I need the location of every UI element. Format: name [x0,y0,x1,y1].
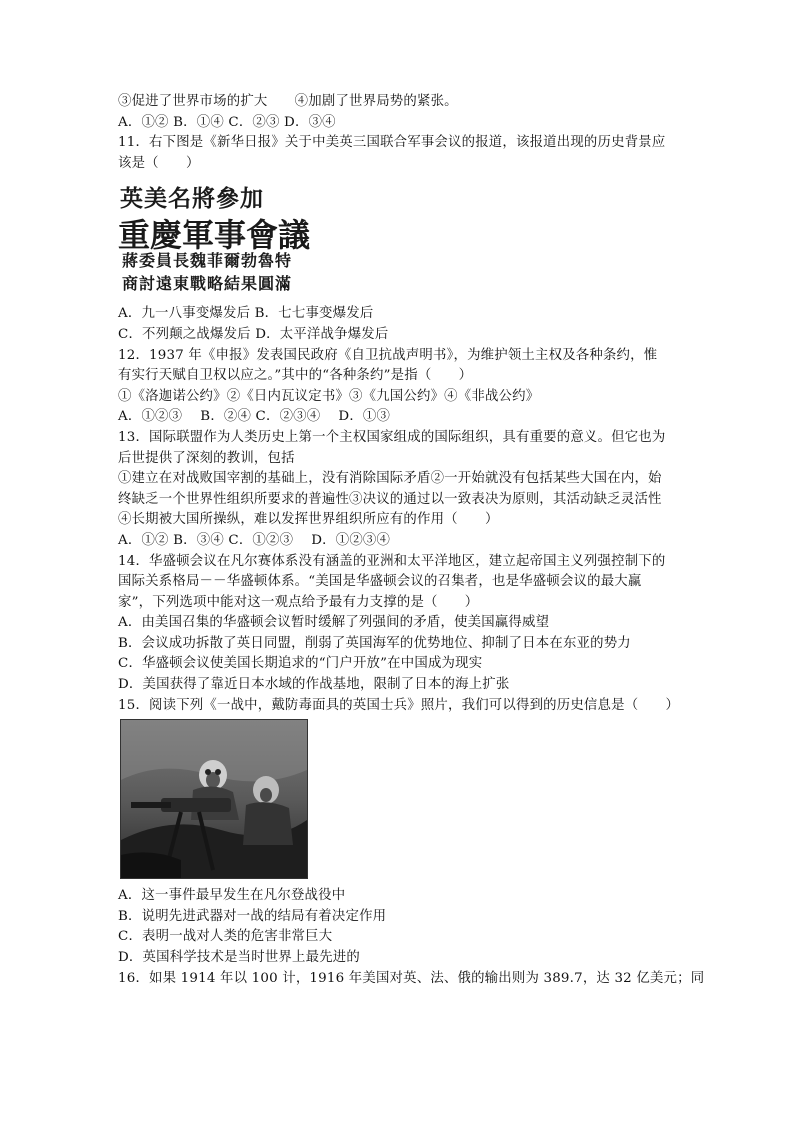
q13-line: 13．国际联盟作为人类历史上第一个主权国家组成的国际组织，具有重要的意义。但它也为 [118,429,666,445]
q12-line: 12．1937 年《申报》发表国民政府《自卫抗战声明书》，为维护领土主权及各种条约，惟 [118,347,658,363]
q11-options-line: C．不列颠之战爆发后 D．太平洋战争爆发后 [118,326,389,342]
clipping-headline-3: 蔣委員長魏菲爾勃魯特 [122,251,293,271]
q13-options: A．①② B．③④ C．①②③ D．①②③④ [118,532,391,548]
q14-line: 14．华盛顿会议在凡尔赛体系没有涵盖的亚洲和太平洋地区，建立起帝国主义列强控制下的 [118,553,666,569]
exam-page [118,92,705,989]
newspaper-clipping-image [118,178,336,298]
question-16 [118,969,705,990]
q14-line: 家”，下列选项中能对这一观点给予最有力支撑的是（ ） [118,594,479,610]
q15-option-c: C．表明一战对人类的危害非常巨大 [118,929,333,945]
question-14 [118,552,684,696]
q10-statement-line: ③促进了世界市场的扩大 ④加剧了世界局势的紧张。 [118,94,458,109]
soldiers-gas-mask-photo [120,719,308,879]
clipping-headline-1: 英美名將參加 [120,186,264,213]
q10-options: A．①② B．①④ C．②③ D．③④ [118,114,336,130]
q11-stem-line: 该是（ ） [118,155,200,171]
q15-stem: 15．阅读下列《一战中，戴防毒面具的英国士兵》照片，我们可以得到的历史信息是（ ） [118,697,680,713]
q15-option-d: D．英国科学技术是当时世界上最先进的 [118,950,360,966]
q13-line: 后世提供了深刻的教训，包括 [118,450,295,466]
question-11 [118,133,684,345]
q10-tail [118,92,684,133]
q12-line: 有实行天赋自卫权以应之。”其中的“各种条约”是指（ ） [118,368,473,384]
clipping-headline-2: 重慶軍事會議 [118,216,311,255]
q13-line: ①建立在对战败国宰割的基础上，没有消除国际矛盾②一开始就没有包括某些大国在内，始 [118,471,662,487]
q14-option-d: D．美国获得了靠近日本水域的作战基地，限制了日本的海上扩张 [118,677,510,693]
q16-line: 16．如果 1914 年以 100 计，1916 年美国对英、法、俄的输出则为 389.7，达 32 亿美元；同 [118,970,705,986]
q15-option-b: B．说明先进武器对一战的结局有着决定作用 [118,908,387,924]
q14-option-b: B．会议成功拆散了英日同盟，削弱了英国海军的优势地位、抑制了日本在东亚的势力 [118,635,631,651]
q14-line: 国际关系格局－－华盛顿体系。“美国是华盛顿会议的召集者，也是华盛顿会议的最大赢 [118,574,642,590]
q13-line: 终缺乏一个世界性组织所要求的普遍性③决议的通过以一致表决为原则，其活动缺乏灵活性 [118,491,662,507]
q15-option-a: A．这一事件最早发生在凡尔登战役中 [118,888,346,904]
q11-stem-line: 11．右下图是《新华日报》关于中美英三国联合军事会议的报道，该报道出现的历史背景应 [118,135,666,151]
clipping-headline-4: 商討遠東戰略結果圓滿 [122,274,293,294]
question-15 [118,696,684,969]
q13-line: ④长期被大国所操纵，难以发挥世界组织所应有的作用（ ） [118,512,499,528]
q12-line: ①《洛迦诺公约》②《日内瓦议定书》③《九国公约》④《非战公约》 [118,388,540,404]
question-12 [118,346,684,428]
q11-options-line: A．九一八事变爆发后 B．七七事变爆发后 [118,306,374,322]
q12-options: A．①②③ B．②④ C．②③④ D．①③ [118,409,391,425]
question-13 [118,428,684,552]
q14-option-c: C．华盛顿会议使美国长期追求的“门户开放”在中国成为现实 [118,656,483,672]
q14-option-a: A．由美国召集的华盛顿会议暂时缓解了列强间的矛盾，使美国赢得威望 [118,615,550,631]
